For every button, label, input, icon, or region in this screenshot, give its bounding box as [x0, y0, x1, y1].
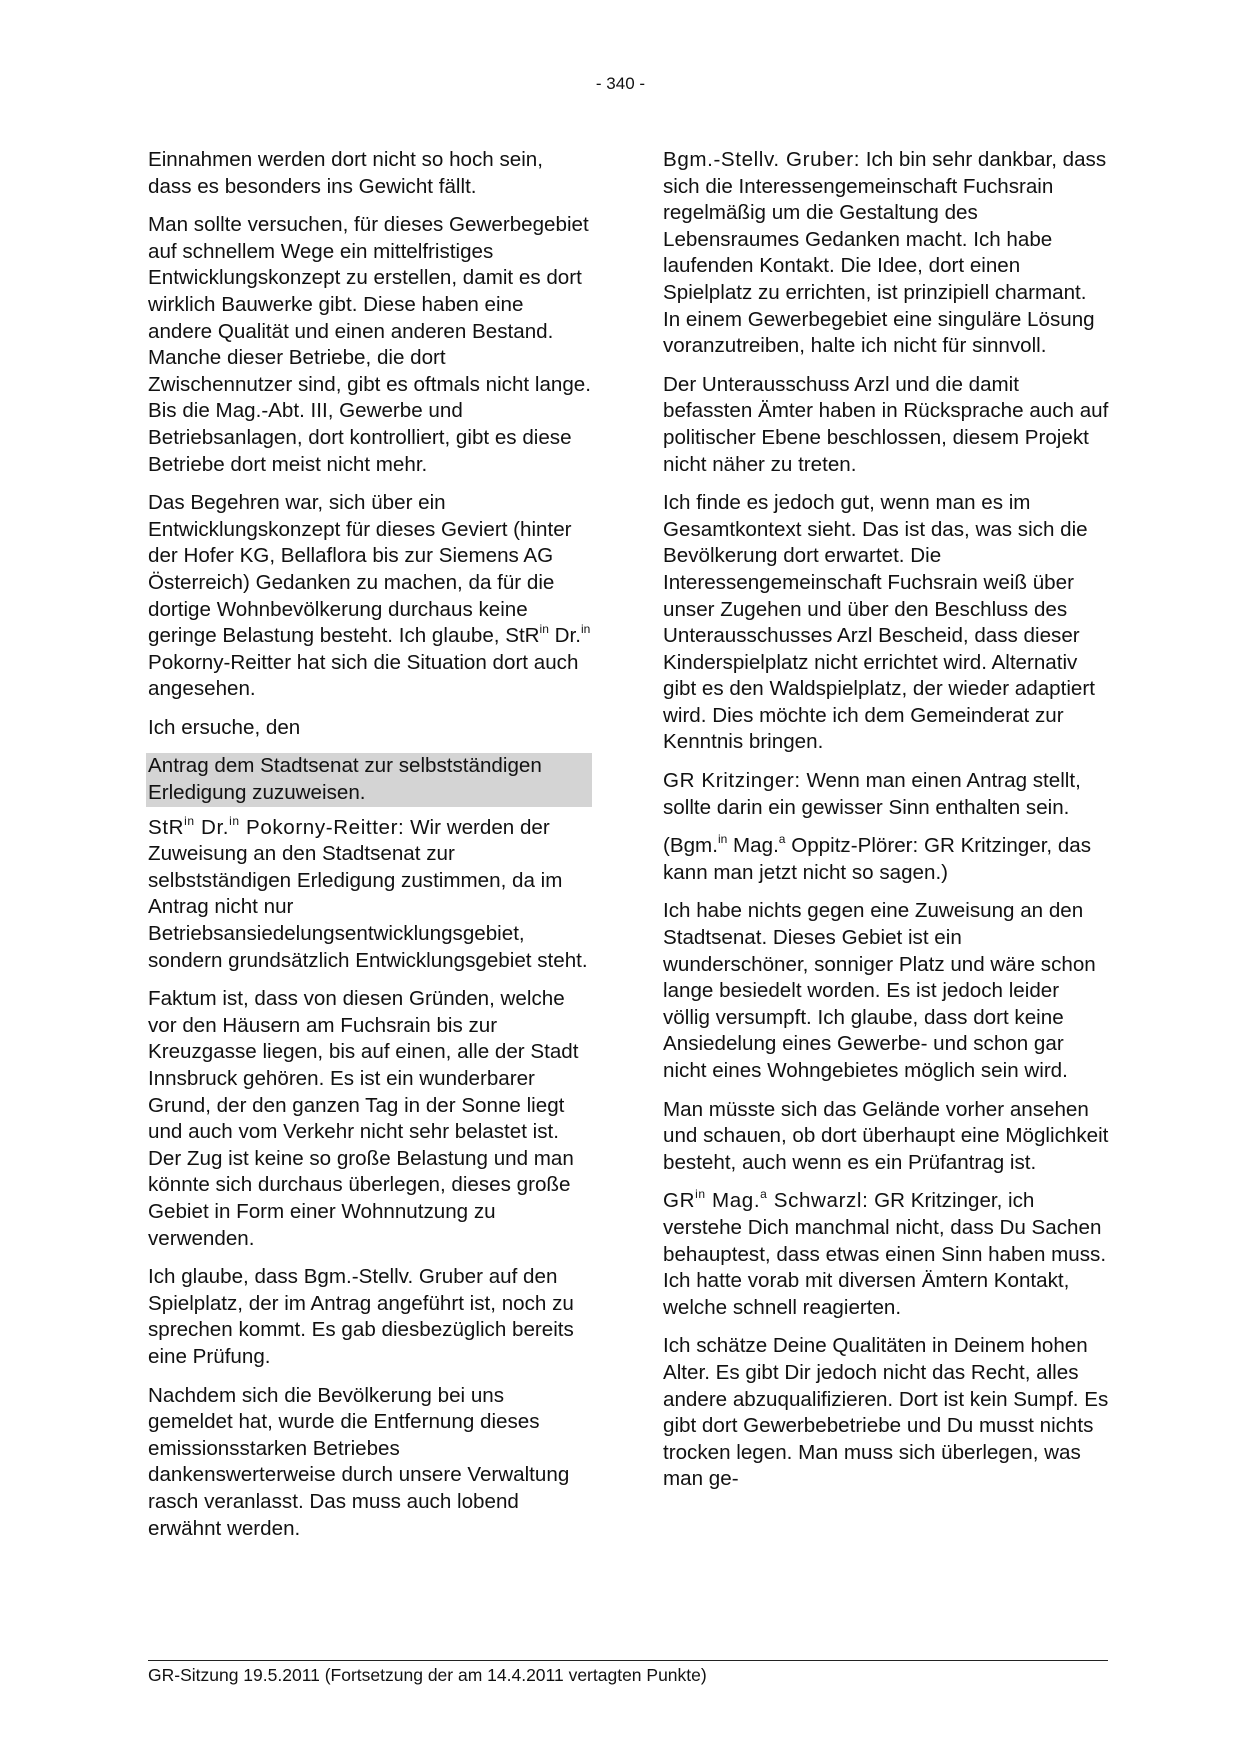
paragraph: Ich habe nichts gegen eine Zuweisung an den Stadtsenat. Dieses Gebiet ist ein wunderschöner, sonniger Platz und wäre schon lange besiedelt worden. Es ist jedoch leider völlig versumpft. Ich glaube, dass dort keine Ansiedelung eines Gewerbe- und schon gar nicht eines Wohngebietes möglich sein wird.: [663, 899, 1096, 1082]
paragraph: Nachdem sich die Bevölkerung bei uns gemeldet hat, wurde die Entfernung dieses emissionsstarken Betriebes dankenswerterweise durch unsere Verwaltung rasch veranlasst. Das muss auch lobend erwähnt werden.: [148, 1383, 570, 1540]
interjection: (Bgm.$^{in}$ Mag.$^a$ Oppitz-Plörer: GR Kritzinger, das kann man jetzt nicht so sagen.): [663, 832, 1092, 884]
footer-divider: [148, 1660, 1108, 1661]
paragraph: Man müsste sich das Gelände vorher ansehen und schauen, ob dort überhaupt eine Möglichkeit besteht, auch wenn es ein Prüfantrag ist.: [663, 1097, 1109, 1174]
speaker-name: Bgm.-Stellv. Gruber:: [663, 148, 861, 171]
speaker-paragraph: GR Kritzinger: Wenn man einen Antrag stellt, sollte darin ein gewisser Sinn enthalten sein.: [663, 769, 1081, 819]
paragraph: Der Unterausschuss Arzl und die damit befassten Ämter haben in Rücksprache auch auf politischer Ebene beschlossen, diesem Projekt nicht näher zu treten.: [663, 372, 1109, 476]
right-column: [663, 147, 1109, 1505]
footer: GR-Sitzung 19.5.2011 (Fortsetzung der am 14.4.2011 vertagten Punkte): [148, 1665, 707, 1685]
page-number: - 340 -: [595, 74, 646, 93]
highlighted-motion: Antrag dem Stadtsenat zur selbstständigen Erledigung zuzuweisen.: [146, 753, 592, 806]
speaker-paragraph: StR$^{in}$ Dr.$^{in}$ Pokorny-Reitter: Wir werden der Zuweisung an den Stadtsenat zur selbstständigen Erledigung zustimmen, da im Antrag nicht nur Betriebsansiedelungsentwicklungsgebiet, sondern grundsätzlich Entwicklungsgebiet steht.: [148, 813, 588, 972]
speaker-name: StR$^{in}$ Dr.$^{in}$ Pokorny-Reitter:: [148, 813, 405, 839]
speaker-paragraph: $GR^{in}$ Mag.$^a$ Schwarzl: GR Kritzinger, ich verstehe Dich manchmal nicht, dass Du Sachen behauptest, dass etwas einen Sinn haben muss. Ich hatte vorab mit diversen Ämtern Kontakt, welche schnell reagierten.: [663, 1187, 1107, 1319]
speaker-name: GR Kritzinger:: [663, 769, 801, 793]
paragraph: Einnahmen werden dort nicht so hoch sein, dass es besonders ins Gewicht fällt.: [148, 148, 543, 198]
speaker-paragraph: Bgm.-Stellv. Gruber: Ich bin sehr dankbar, dass sich die Interessengemeinschaft Fuchsrain regelmäßig um die Gestaltung des Lebensraumes Gedanken macht. Ich habe laufenden Kontakt. Die Idee, dort einen Spielplatz zu errichten, ist prinzipiell charmant. In einem Gewerbegebiet eine singuläre Lösung voranzutreiben, halte ich nicht für sinnvoll.: [663, 148, 1107, 358]
paragraph: Ich ersuche, den: [148, 715, 301, 739]
paragraph: Das Begehren war, sich über ein Entwicklungskonzept für dieses Geviert (hinter der Hofer KG, Bellaflora bis zur Siemens AG Österreich) Gedanken zu machen, da für die dortige Wohnbevölkerung durchaus keine geringe Belastung besteht. Ich glaube, StR$^{in}$ Dr.$^{in}$ Pokorny-Reitter hat sich die Situation dort auch angesehen.: [148, 491, 591, 701]
paragraph: Faktum ist, dass von diesen Gründen, welche vor den Häusern am Fuchsrain bis zur Kreuzgasse liegen, bis auf einen, alle der Stadt Innsbruck gehören. Es ist ein wunderbarer Grund, der den ganzen Tag in der Sonne liegt und auch vom Verkehr nicht sehr belastet ist. Der Zug ist keine so große Belastung und man könnte sich durchaus überlegen, dieses große Gebiet in Form einer Wohnnutzung zu verwenden.: [148, 987, 579, 1250]
paragraph: Man sollte versuchen, für dieses Gewerbegebiet auf schnellem Wege ein mittelfristiges Entwicklungskonzept zu erstellen, damit es dort wirklich Bauwerke gibt. Diese haben eine andere Qualität und einen anderen Bestand. Manche dieser Betriebe, die dort Zwischennutzer sind, gibt es oftmals nicht lange. Bis die Mag.-Abt. III, Gewerbe und Betriebsanlagen, dort kontrolliert, gibt es diese Betriebe dort meist nicht mehr.: [148, 213, 591, 476]
paragraph: Ich schätze Deine Qualitäten in Deinem hohen Alter. Es gibt Dir jedoch nicht das Recht, alles andere abzuqualifizieren. Dort ist kein Sumpf. Es gibt dort Gewerbebetriebe und Du musst nichts trocken legen. Man muss sich überlegen, was man ge-: [663, 1334, 1109, 1491]
paragraph: Ich finde es jedoch gut, wenn man es im Gesamtkontext sieht. Das ist das, was sich die Bevölkerung dort erwartet. Die Interessengemeinschaft Fuchsrain weiß über unser Zugehen und über den Beschluss des Unterausschusses Arzl Bescheid, dass dieser Kinderspielplatz nicht errichtet wird. Alternativ gibt es den Waldspielplatz, der wieder adaptiert wird. Dies möchte ich dem Gemeinderat zur Kenntnis bringen.: [663, 491, 1095, 754]
paragraph: Ich glaube, dass Bgm.-Stellv. Gruber auf den Spielplatz, der im Antrag angeführt ist, noch zu sprechen kommt. Es gab diesbezüglich bereits eine Prüfung.: [148, 1265, 574, 1368]
left-column: [148, 147, 592, 1554]
speaker-name: $GR^{in}$ Mag.$^a$ Schwarzl:: [663, 1187, 869, 1213]
